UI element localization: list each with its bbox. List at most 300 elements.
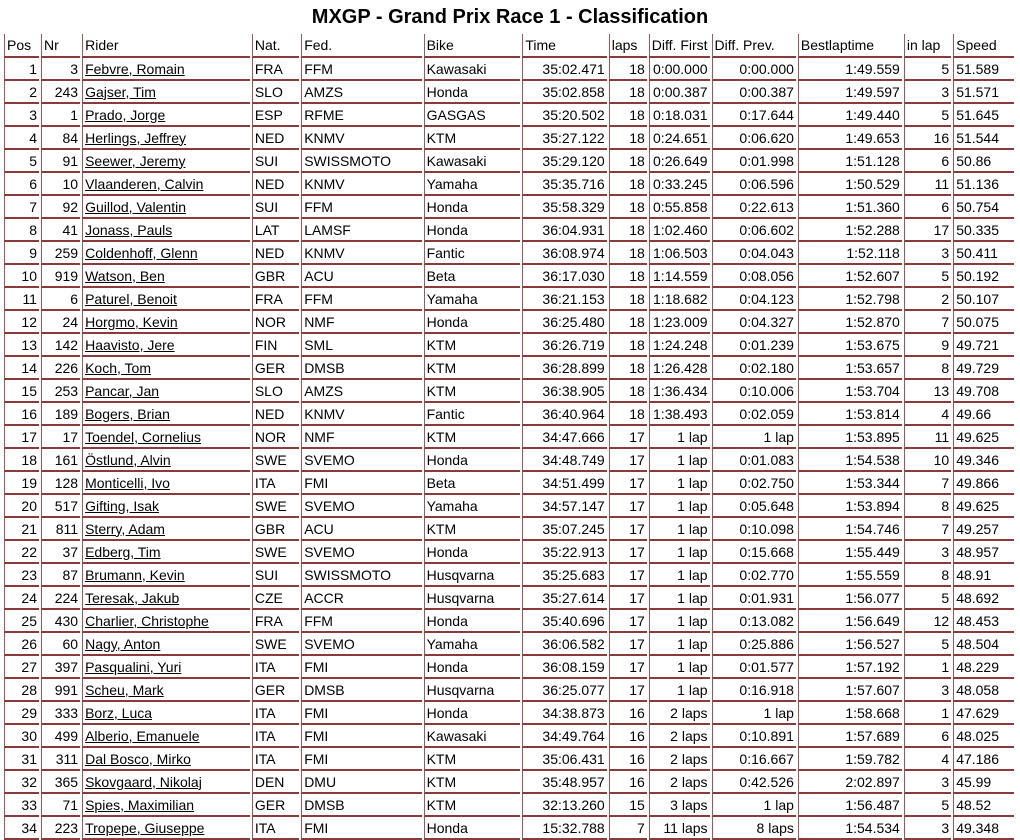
table-row: [4, 725, 1014, 748]
in-lap-cell: 8: [904, 495, 951, 518]
fed-cell: SVEMO: [301, 495, 421, 518]
nat-cell: SUI: [252, 564, 299, 587]
diff-prev-cell: 8 laps: [712, 817, 796, 840]
pos-cell: 12: [4, 311, 39, 334]
diff-prev-cell: 0:10.006: [712, 380, 796, 403]
table-row: [4, 242, 1014, 265]
nat-cell: FIN: [252, 334, 299, 357]
pos-cell: 15: [4, 380, 39, 403]
table-row: [4, 794, 1014, 817]
diff-prev-cell: 0:22.613: [712, 196, 796, 219]
rider-link[interactable]: Horgmo, Kevin: [85, 313, 178, 330]
rider-link[interactable]: Herlings, Jeffrey: [85, 129, 186, 146]
col-nat-header: Nat.: [252, 34, 299, 58]
nat-cell: NOR: [252, 311, 299, 334]
pos-cell: 18: [4, 449, 39, 472]
rider-link[interactable]: Brumann, Kevin: [85, 566, 185, 583]
bike-cell: Yamaha: [424, 288, 521, 311]
pos-cell: 5: [4, 150, 39, 173]
col-in-lap-header: in lap: [904, 34, 951, 58]
nat-cell: SLO: [252, 81, 299, 104]
laps-cell: 17: [609, 426, 647, 449]
fed-cell: KNMV: [301, 403, 421, 426]
table-row: [4, 173, 1014, 196]
table-row: [4, 104, 1014, 127]
diff-first-cell: 1 lap: [649, 679, 710, 702]
col-laps-header: laps: [609, 34, 647, 58]
in-lap-cell: 3: [904, 541, 951, 564]
speed-cell: 51.571: [953, 81, 1014, 104]
rider-link[interactable]: Östlund, Alvin: [85, 451, 171, 468]
rider-cell: [82, 173, 250, 196]
nr-cell: 71: [41, 794, 80, 817]
time-cell: 35:27.614: [522, 587, 606, 610]
speed-cell: 49.625: [953, 426, 1014, 449]
fed-cell: SVEMO: [301, 541, 421, 564]
rider-link[interactable]: Febvre, Romain: [85, 60, 185, 77]
nr-cell: 226: [41, 357, 80, 380]
bike-cell: Husqvarna: [424, 564, 521, 587]
rider-link[interactable]: Pancar, Jan: [85, 382, 160, 399]
nr-cell: 3: [41, 58, 80, 81]
rider-link[interactable]: Haavisto, Jere: [85, 336, 175, 353]
table-row: [4, 541, 1014, 564]
bike-cell: Beta: [424, 265, 521, 288]
rider-link[interactable]: Charlier, Christophe: [85, 612, 209, 629]
rider-link[interactable]: Monticelli, Ivo: [85, 474, 170, 491]
nat-cell: NED: [252, 403, 299, 426]
nat-cell: NOR: [252, 426, 299, 449]
fed-cell: FFM: [301, 58, 421, 81]
nat-cell: GER: [252, 357, 299, 380]
diff-prev-cell: 0:13.082: [712, 610, 796, 633]
speed-cell: 51.544: [953, 127, 1014, 150]
rider-cell: [82, 288, 250, 311]
bike-cell: KTM: [424, 748, 521, 771]
speed-cell: 51.589: [953, 58, 1014, 81]
diff-prev-cell: 0:00.387: [712, 81, 796, 104]
nat-cell: CZE: [252, 587, 299, 610]
pos-cell: 4: [4, 127, 39, 150]
speed-cell: 49.66: [953, 403, 1014, 426]
laps-cell: 18: [609, 380, 647, 403]
nat-cell: GER: [252, 679, 299, 702]
bestlaptime-cell: 1:53.657: [798, 357, 902, 380]
bestlaptime-cell: 1:49.597: [798, 81, 902, 104]
pos-cell: 9: [4, 242, 39, 265]
fed-cell: SVEMO: [301, 449, 421, 472]
rider-cell: [82, 633, 250, 656]
laps-cell: 17: [609, 449, 647, 472]
time-cell: 35:25.683: [522, 564, 606, 587]
table-row: [4, 403, 1014, 426]
pos-cell: 31: [4, 748, 39, 771]
diff-first-cell: 1 lap: [649, 633, 710, 656]
fed-cell: FMI: [301, 748, 421, 771]
speed-cell: 48.025: [953, 725, 1014, 748]
rider-link[interactable]: Alberio, Emanuele: [85, 727, 200, 744]
speed-cell: 45.99: [953, 771, 1014, 794]
table-row: [4, 81, 1014, 104]
nr-cell: 92: [41, 196, 80, 219]
diff-first-cell: 1:23.009: [649, 311, 710, 334]
time-cell: 36:28.899: [522, 357, 606, 380]
table-row: [4, 702, 1014, 725]
bike-cell: KTM: [424, 426, 521, 449]
diff-first-cell: 1:36.434: [649, 380, 710, 403]
rider-link[interactable]: Scheu, Mark: [85, 681, 164, 698]
rider-link[interactable]: Prado, Jorge: [85, 106, 166, 123]
col-speed-header: Speed: [953, 34, 1014, 58]
fed-cell: KNMV: [301, 173, 421, 196]
rider-link[interactable]: Coldenhoff, Glenn: [85, 244, 198, 261]
diff-first-cell: 1 lap: [649, 656, 710, 679]
pos-cell: 14: [4, 357, 39, 380]
bestlaptime-cell: 1:55.449: [798, 541, 902, 564]
rider-link[interactable]: Spies, Maximilian: [85, 796, 195, 813]
nr-cell: 10: [41, 173, 80, 196]
in-lap-cell: 2: [904, 288, 951, 311]
rider-link[interactable]: Edberg, Tim: [85, 543, 161, 560]
fed-cell: SML: [301, 334, 421, 357]
rider-cell: [82, 495, 250, 518]
in-lap-cell: 5: [904, 265, 951, 288]
nr-cell: 919: [41, 265, 80, 288]
laps-cell: 18: [609, 104, 647, 127]
table-row: [4, 472, 1014, 495]
rider-link[interactable]: Jonass, Pauls: [85, 221, 173, 238]
nat-cell: ITA: [252, 656, 299, 679]
table-row: [4, 150, 1014, 173]
pos-cell: 33: [4, 794, 39, 817]
laps-cell: 18: [609, 311, 647, 334]
diff-prev-cell: 0:02.770: [712, 564, 796, 587]
nat-cell: NED: [252, 242, 299, 265]
diff-first-cell: 1 lap: [649, 449, 710, 472]
speed-cell: 50.107: [953, 288, 1014, 311]
bike-cell: Honda: [424, 196, 521, 219]
rider-link[interactable]: Dal Bosco, Mirko: [85, 750, 191, 767]
diff-prev-cell: 0:02.059: [712, 403, 796, 426]
table-row: [4, 656, 1014, 679]
diff-prev-cell: 0:16.667: [712, 748, 796, 771]
diff-first-cell: 2 laps: [649, 702, 710, 725]
bestlaptime-cell: 1:53.814: [798, 403, 902, 426]
laps-cell: 18: [609, 288, 647, 311]
rider-link[interactable]: Skovgaard, Nikolaj: [85, 773, 202, 790]
bike-cell: KTM: [424, 334, 521, 357]
col-bike-header: Bike: [424, 34, 521, 58]
fed-cell: FMI: [301, 702, 421, 725]
rider-link[interactable]: Teresak, Jakub: [85, 589, 180, 606]
pos-cell: 13: [4, 334, 39, 357]
bike-cell: Honda: [424, 219, 521, 242]
laps-cell: 16: [609, 702, 647, 725]
speed-cell: 48.453: [953, 610, 1014, 633]
rider-cell: [82, 771, 250, 794]
laps-cell: 18: [609, 81, 647, 104]
speed-cell: 50.754: [953, 196, 1014, 219]
laps-cell: 18: [609, 265, 647, 288]
nat-cell: SWE: [252, 495, 299, 518]
bestlaptime-cell: 1:51.360: [798, 196, 902, 219]
bestlaptime-cell: 1:53.704: [798, 380, 902, 403]
fed-cell: FMI: [301, 656, 421, 679]
rider-link[interactable]: Nagy, Anton: [85, 635, 161, 652]
diff-prev-cell: 0:02.180: [712, 357, 796, 380]
bestlaptime-cell: 1:56.487: [798, 794, 902, 817]
fed-cell: ACU: [301, 265, 421, 288]
in-lap-cell: 4: [904, 403, 951, 426]
rider-link[interactable]: Borz, Luca: [85, 704, 153, 721]
bestlaptime-cell: 1:57.607: [798, 679, 902, 702]
time-cell: 34:49.764: [522, 725, 606, 748]
time-cell: 35:35.716: [522, 173, 606, 196]
header-row: [4, 34, 1014, 58]
rider-link[interactable]: Toendel, Cornelius: [85, 428, 202, 445]
nr-cell: 243: [41, 81, 80, 104]
diff-prev-cell: 0:25.886: [712, 633, 796, 656]
fed-cell: FMI: [301, 817, 421, 840]
bestlaptime-cell: 1:54.746: [798, 518, 902, 541]
diff-first-cell: 1 lap: [649, 495, 710, 518]
bestlaptime-cell: 1:56.649: [798, 610, 902, 633]
diff-first-cell: 1 lap: [649, 587, 710, 610]
bike-cell: Husqvarna: [424, 587, 521, 610]
rider-link[interactable]: Bogers, Brian: [85, 405, 170, 422]
nat-cell: ITA: [252, 725, 299, 748]
time-cell: 35:20.502: [522, 104, 606, 127]
speed-cell: 49.346: [953, 449, 1014, 472]
bestlaptime-cell: 1:52.798: [798, 288, 902, 311]
rider-cell: [82, 656, 250, 679]
speed-cell: 48.058: [953, 679, 1014, 702]
diff-first-cell: 0:00.000: [649, 58, 710, 81]
laps-cell: 17: [609, 610, 647, 633]
rider-link[interactable]: Gajser, Tim: [85, 83, 156, 100]
in-lap-cell: 5: [904, 587, 951, 610]
diff-prev-cell: 0:01.083: [712, 449, 796, 472]
nr-cell: 259: [41, 242, 80, 265]
nr-cell: 37: [41, 541, 80, 564]
time-cell: 36:21.153: [522, 288, 606, 311]
rider-link[interactable]: Paturel, Benoit: [85, 290, 177, 307]
in-lap-cell: 6: [904, 196, 951, 219]
col-time-header: Time: [522, 34, 606, 58]
in-lap-cell: 8: [904, 357, 951, 380]
col-nr-header: Nr: [41, 34, 80, 58]
time-cell: 35:06.431: [522, 748, 606, 771]
rider-link[interactable]: Tropepe, Giuseppe: [85, 819, 205, 836]
laps-cell: 16: [609, 725, 647, 748]
diff-first-cell: 2 laps: [649, 725, 710, 748]
rider-link[interactable]: Koch, Tom: [85, 359, 151, 376]
rider-cell: [82, 403, 250, 426]
table-row: [4, 219, 1014, 242]
diff-first-cell: 0:55.858: [649, 196, 710, 219]
diff-prev-cell: 1 lap: [712, 702, 796, 725]
nat-cell: LAT: [252, 219, 299, 242]
rider-link[interactable]: Guillod, Valentin: [85, 198, 187, 215]
bestlaptime-cell: 1:52.118: [798, 242, 902, 265]
time-cell: 36:08.974: [522, 242, 606, 265]
pos-cell: 24: [4, 587, 39, 610]
pos-cell: 21: [4, 518, 39, 541]
pos-cell: 11: [4, 288, 39, 311]
time-cell: 36:25.077: [522, 679, 606, 702]
pos-cell: 3: [4, 104, 39, 127]
rider-cell: [82, 472, 250, 495]
bestlaptime-cell: 1:51.128: [798, 150, 902, 173]
table-row: [4, 610, 1014, 633]
in-lap-cell: 5: [904, 794, 951, 817]
nr-cell: 91: [41, 150, 80, 173]
rider-cell: [82, 610, 250, 633]
pos-cell: 2: [4, 81, 39, 104]
diff-prev-cell: 0:42.526: [712, 771, 796, 794]
fed-cell: KNMV: [301, 242, 421, 265]
col-diff-first-header: Diff. First: [649, 34, 710, 58]
diff-prev-cell: 0:06.602: [712, 219, 796, 242]
nr-cell: 811: [41, 518, 80, 541]
nr-cell: 17: [41, 426, 80, 449]
in-lap-cell: 6: [904, 725, 951, 748]
diff-prev-cell: 0:10.098: [712, 518, 796, 541]
pos-cell: 10: [4, 265, 39, 288]
col-pos-header: Pos: [4, 34, 39, 58]
fed-cell: FFM: [301, 288, 421, 311]
in-lap-cell: 3: [904, 679, 951, 702]
diff-prev-cell: 0:10.891: [712, 725, 796, 748]
laps-cell: 17: [609, 472, 647, 495]
pos-cell: 32: [4, 771, 39, 794]
speed-cell: 51.136: [953, 173, 1014, 196]
nat-cell: DEN: [252, 771, 299, 794]
laps-cell: 17: [609, 633, 647, 656]
bike-cell: Honda: [424, 541, 521, 564]
classification-table: [2, 34, 1016, 840]
bike-cell: KTM: [424, 518, 521, 541]
in-lap-cell: 1: [904, 656, 951, 679]
rider-link[interactable]: Gifting, Isak: [85, 497, 160, 514]
laps-cell: 7: [609, 817, 647, 840]
in-lap-cell: 3: [904, 771, 951, 794]
rider-link[interactable]: Pasqualini, Yuri: [85, 658, 182, 675]
rider-cell: [82, 219, 250, 242]
laps-cell: 18: [609, 173, 647, 196]
laps-cell: 17: [609, 656, 647, 679]
nr-cell: 161: [41, 449, 80, 472]
diff-first-cell: 0:18.031: [649, 104, 710, 127]
pos-cell: 28: [4, 679, 39, 702]
page-title: MXGP - Grand Prix Race 1 - Classification: [311, 6, 709, 28]
laps-cell: 18: [609, 150, 647, 173]
nat-cell: ITA: [252, 472, 299, 495]
time-cell: 32:13.260: [522, 794, 606, 817]
time-cell: 34:48.749: [522, 449, 606, 472]
fed-cell: SVEMO: [301, 633, 421, 656]
bestlaptime-cell: 1:54.534: [798, 817, 902, 840]
in-lap-cell: 3: [904, 81, 951, 104]
bike-cell: Honda: [424, 817, 521, 840]
time-cell: 35:02.471: [522, 58, 606, 81]
pos-cell: 25: [4, 610, 39, 633]
in-lap-cell: 11: [904, 173, 951, 196]
rider-cell: [82, 265, 250, 288]
rider-cell: [82, 587, 250, 610]
pos-cell: 8: [4, 219, 39, 242]
time-cell: 34:38.873: [522, 702, 606, 725]
fed-cell: DMU: [301, 771, 421, 794]
diff-first-cell: 1:26.428: [649, 357, 710, 380]
fed-cell: FMI: [301, 725, 421, 748]
rider-link[interactable]: Seewer, Jeremy: [85, 152, 186, 169]
rider-cell: [82, 380, 250, 403]
diff-prev-cell: 0:02.750: [712, 472, 796, 495]
rider-cell: [82, 541, 250, 564]
table-row: [4, 495, 1014, 518]
rider-cell: [82, 748, 250, 771]
bestlaptime-cell: 1:55.559: [798, 564, 902, 587]
nr-cell: 517: [41, 495, 80, 518]
pos-cell: 6: [4, 173, 39, 196]
rider-link[interactable]: Vlaanderen, Calvin: [85, 175, 204, 192]
laps-cell: 18: [609, 127, 647, 150]
laps-cell: 16: [609, 748, 647, 771]
diff-first-cell: 1 lap: [649, 472, 710, 495]
speed-cell: 47.186: [953, 748, 1014, 771]
laps-cell: 18: [609, 242, 647, 265]
laps-cell: 18: [609, 334, 647, 357]
pos-cell: 7: [4, 196, 39, 219]
in-lap-cell: 17: [904, 219, 951, 242]
nr-cell: 333: [41, 702, 80, 725]
pos-cell: 1: [4, 58, 39, 81]
in-lap-cell: 12: [904, 610, 951, 633]
nr-cell: 6: [41, 288, 80, 311]
nr-cell: 253: [41, 380, 80, 403]
laps-cell: 18: [609, 58, 647, 81]
bestlaptime-cell: 1:50.529: [798, 173, 902, 196]
laps-cell: 17: [609, 679, 647, 702]
bestlaptime-cell: 1:53.894: [798, 495, 902, 518]
table-row: [4, 288, 1014, 311]
time-cell: 35:07.245: [522, 518, 606, 541]
time-cell: 35:27.122: [522, 127, 606, 150]
diff-first-cell: 1 lap: [649, 541, 710, 564]
nr-cell: 499: [41, 725, 80, 748]
time-cell: 35:48.957: [522, 771, 606, 794]
rider-cell: [82, 104, 250, 127]
time-cell: 34:57.147: [522, 495, 606, 518]
rider-link[interactable]: Sterry, Adam: [85, 520, 165, 537]
diff-prev-cell: 0:17.644: [712, 104, 796, 127]
diff-prev-cell: 0:04.043: [712, 242, 796, 265]
time-cell: 35:02.858: [522, 81, 606, 104]
in-lap-cell: 5: [904, 633, 951, 656]
rider-link[interactable]: Watson, Ben: [85, 267, 165, 284]
fed-cell: LAMSF: [301, 219, 421, 242]
diff-prev-cell: 0:06.620: [712, 127, 796, 150]
col-diff-prev-header: Diff. Prev.: [712, 34, 796, 58]
bestlaptime-cell: 1:52.870: [798, 311, 902, 334]
rider-cell: [82, 702, 250, 725]
table-row: [4, 127, 1014, 150]
fed-cell: FMI: [301, 472, 421, 495]
time-cell: 35:40.696: [522, 610, 606, 633]
pos-cell: 20: [4, 495, 39, 518]
nr-cell: 128: [41, 472, 80, 495]
